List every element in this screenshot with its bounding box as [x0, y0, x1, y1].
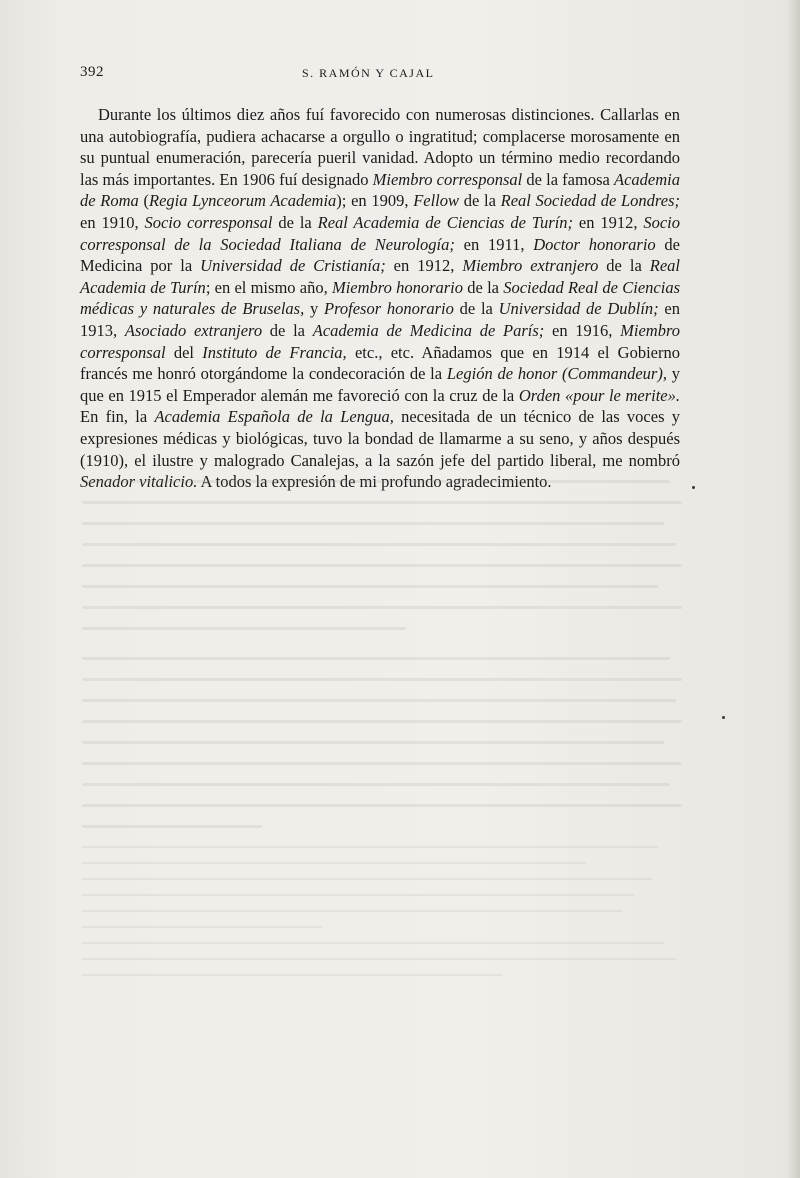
italic-text-run: Regia Lynceorum Academia — [148, 191, 337, 211]
italic-text-run: Fellow — [413, 191, 460, 211]
italic-text-run: Real Sociedad de Londres; — [500, 191, 680, 211]
text-run: de la famosa — [522, 169, 614, 189]
italic-text-run: Sociedad Real de Ciencias médicas y naturales de Bruselas, — [80, 277, 680, 319]
page-edge-shadow — [786, 0, 800, 1178]
italic-text-run: Miembro extranjero — [462, 256, 599, 276]
text-run: de la — [272, 212, 318, 232]
running-head: S. RAMÓN Y CAJAL — [302, 66, 435, 80]
italic-text-run: Socio corresponsal — [144, 212, 273, 232]
text-run: de la — [453, 299, 499, 319]
text-run: ( — [138, 191, 149, 211]
show-through-text — [82, 480, 682, 1140]
italic-text-run: Academia de Medicina de París; — [312, 320, 545, 340]
text-run: de Medicina por la — [80, 234, 680, 276]
text-run: y que en 1915 el Emperador alemán me favoreció con la cruz de la — [80, 364, 680, 405]
italic-text-run: Academia Española de la Lengua, — [154, 407, 394, 427]
text-run: ; en el mismo año, — [205, 277, 332, 297]
italic-text-run: Asociado extranjero — [124, 320, 263, 340]
italic-text-run: Profesor honorario — [324, 299, 454, 319]
text-run: A todos la expresión de mi profundo agradecimiento. — [197, 472, 552, 492]
text-run: En fin, la — [80, 407, 155, 427]
text-run: en 1916, — [544, 320, 621, 340]
italic-text-run: Universidad de Cristianía; — [200, 256, 386, 276]
text-run: etc., etc. Añadamos que en 1914 el Gobierno francés me honró otorgándome la condecoración de la — [80, 342, 680, 384]
italic-text-run: Miembro honorario — [331, 277, 464, 297]
italic-text-run: Socio corresponsal de la Sociedad Italiana de Neurología; — [80, 212, 681, 254]
text-run: de la — [459, 191, 501, 211]
italic-text-run: Academia de Roma — [80, 169, 680, 211]
italic-text-run: Orden «pour le merite». — [518, 385, 680, 405]
italic-text-run: Miembro corresponsal — [372, 169, 523, 189]
page-number: 392 — [80, 64, 104, 80]
text-run: de la — [463, 277, 504, 297]
italic-text-run: Doctor honorario — [533, 234, 656, 254]
ink-speck — [722, 716, 725, 719]
text-run: en 1911, — [454, 234, 534, 254]
text-run: de la — [598, 256, 650, 276]
italic-text-run: Universidad de Dublín; — [498, 299, 659, 319]
text-run: de la — [262, 320, 313, 340]
italic-text-run: Instituto de Francia, — [202, 342, 347, 362]
text-run: en 1913, — [80, 299, 680, 340]
page-header — [80, 64, 680, 88]
text-run: ); en 1909, — [336, 191, 414, 211]
text-run: necesitada de un técnico de las voces y expresiones médicas y biológicas, tuvo la bondad de llamarme a su seno, y años después (1910), el ilustre y malogrado Canalejas, a la sazón jefe del partido liberal, me nombró — [80, 407, 681, 470]
text-run: y — [304, 299, 325, 319]
text-run: Durante los últimos diez años fuí favorecido con numerosas distinciones. Callarlas en una autobiografía, pudiera achacarse a orgullo o ingratitud; complacerse morosamente en su puntual enumeración, parecería pueril vanidad. Adopto un término medio recordando las más importantes. En 1906 fuí designado — [80, 105, 680, 189]
italic-text-run: Real Academia de Ciencias de Turín; — [317, 212, 574, 232]
italic-text-run: Miembro corresponsal — [80, 320, 681, 362]
italic-text-run: Senador vitalicio. — [80, 472, 198, 492]
body-paragraph — [80, 104, 680, 493]
ink-speck — [692, 486, 695, 489]
text-run: en 1912, — [385, 256, 463, 276]
italic-text-run: Legión de honor (Commandeur), — [446, 364, 667, 384]
text-run: del — [165, 342, 203, 362]
text-run: en 1910, — [80, 212, 145, 232]
text-run: en 1912, — [573, 212, 644, 232]
italic-text-run: Real Academia de Turín — [80, 256, 681, 297]
